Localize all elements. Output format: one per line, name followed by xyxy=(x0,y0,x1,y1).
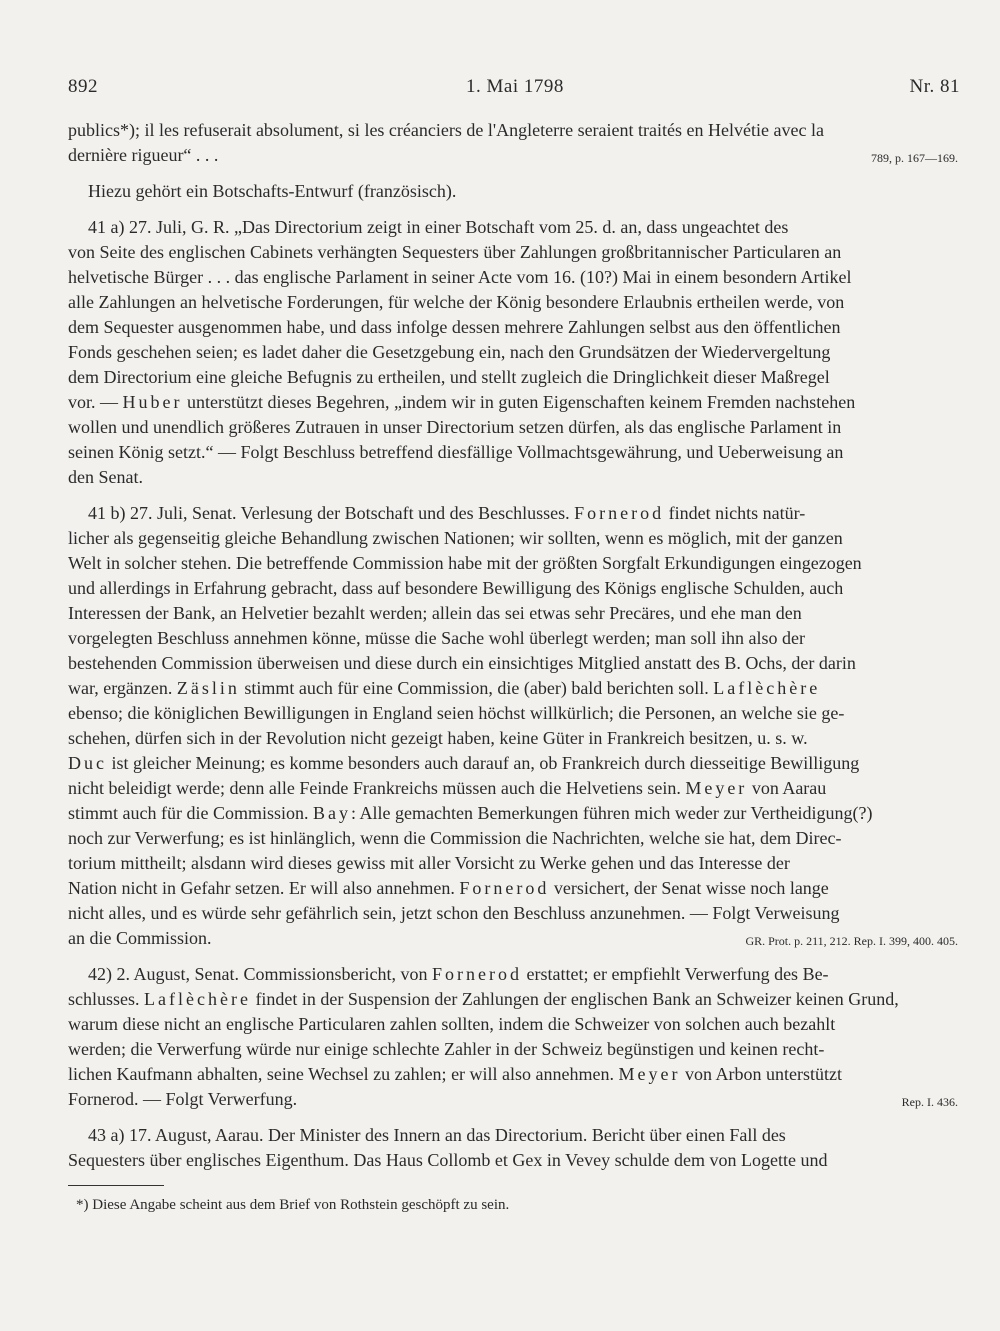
speaker-name: Laflèchère xyxy=(713,678,821,698)
source-reference: Rep. I. 436. xyxy=(901,1095,958,1109)
speaker-name: Zäslin xyxy=(176,678,240,698)
line-text: versichert, der Senat wisse noch lange xyxy=(549,878,829,898)
text-line xyxy=(68,987,958,1012)
line-text: findet nichts natür- xyxy=(664,503,806,523)
text-line: Fonds geschehen seien; es ladet daher die Gesetzgebung ein, nach den Grundsätzen der Wiedervergeltung xyxy=(68,342,831,362)
page-header xyxy=(68,76,960,106)
text-line xyxy=(68,501,958,526)
line-text: : Alle gemachten Bemerkungen führen mich weder zur Vertheidigung(?) xyxy=(351,803,873,823)
line-text: stimmt auch für eine Commission, die (aber) bald berichten soll. xyxy=(239,678,714,698)
text-line: warum diese nicht an englische Particularen zahlen sollten, indem die Schweizer von solchen auch bezahlt xyxy=(68,1014,836,1034)
text-line: Hiezu gehört ein Botschafts-Entwurf (französisch). xyxy=(88,181,457,201)
footnote: *) Diese Angabe scheint aus dem Brief von Rothstein geschöpft zu sein. xyxy=(76,1197,510,1213)
text-line xyxy=(68,1087,958,1112)
line-text: war, ergänzen. xyxy=(68,678,177,698)
paragraph-41b xyxy=(68,501,958,951)
text-line: 41 a) 27. Juli, G. R. „Das Directorium zeigt in einer Botschaft vom 25. d. an, dass ungeachtet des xyxy=(88,217,789,237)
line-text: vor. — xyxy=(68,392,123,412)
speaker-name: Fornerod xyxy=(459,878,550,898)
text-line: publics*); il les refuserait absolument, si les créanciers de l'Angleterre seraient traités en Helvétie avec la xyxy=(68,120,824,140)
text-line xyxy=(68,1062,958,1087)
line-text: lichen Kaufmann abhalten, seine Wechsel zu zahlen; er will also annehmen. xyxy=(68,1064,619,1084)
paragraph-continuation xyxy=(68,118,958,168)
page-body xyxy=(68,118,958,1216)
speaker-name: Huber xyxy=(122,392,183,412)
line-text: von Aarau xyxy=(747,778,827,798)
text-line xyxy=(68,926,958,951)
text-line: helvetische Bürger . . . das englische Parlament in seiner Acte vom 16. (10?) Mai in einem besondern Artikel xyxy=(68,267,852,287)
page-date: 1. Mai 1798 xyxy=(466,76,564,97)
text-line: torium mittheilt; alsdann wird dieses gewiss mit aller Vorsicht zu Werke gehen und das Interesse der xyxy=(68,853,790,873)
text-line: nicht alles, und es würde sehr gefährlich sein, jetzt schon den Beschluss anzunehmen. — Folgt Verweisung xyxy=(68,903,840,923)
text-line: dem Directorium eine gleiche Befugnis zu ertheilen, und stellt zugleich die Dringlichkeit dieser Maßregel xyxy=(68,367,830,387)
line-text: nicht beleidigt werde; denn alle Feinde Frankreichs müssen auch die Helvetiens sein. xyxy=(68,778,686,798)
text-line xyxy=(68,876,958,901)
line-text: Fornerod. — Folgt Verwerfung. xyxy=(68,1089,298,1109)
line-text: dernière rigueur“ . . . xyxy=(68,145,219,165)
line-text: ist gleicher Meinung; es komme besonders auch darauf an, ob Frankreich durch diesseitige Bewilligung xyxy=(107,753,860,773)
text-line: Sequesters über englisches Eigenthum. Das Haus Collomb et Gex in Vevey schulde dem von Logette und xyxy=(68,1150,828,1170)
text-line: seinen König setzt.“ — Folgt Beschluss betreffend diesfällige Vollmachtsgewährung, und Ueberweisung an xyxy=(68,442,844,462)
text-line: Interessen der Bank, an Helvetier bezahlt werden; allein das sei etwas sehr Precäres, und ehe man den xyxy=(68,603,802,623)
text-line xyxy=(68,390,958,415)
text-line: dem Sequester ausgenommen habe, und dass infolge dessen mehrere Zahlungen selbst aus den öffentlichen xyxy=(68,317,841,337)
line-text: erstattet; er empfiehlt Verwerfung des Be- xyxy=(522,964,829,984)
line-text: 42) 2. August, Senat. Commissionsbericht, von xyxy=(88,964,432,984)
text-line: den Senat. xyxy=(68,467,143,487)
speaker-name: Fornerod xyxy=(574,503,665,523)
text-line: 43 a) 17. August, Aarau. Der Minister des Innern an das Directorium. Bericht über einen Fall des xyxy=(88,1125,786,1145)
line-text: 41 b) 27. Juli, Senat. Verlesung der Botschaft und des Beschlusses. xyxy=(88,503,575,523)
text-line: noch zur Verwerfung; es ist hinlänglich, wenn die Commission die Nachrichten, welche sie hat, dem Direc- xyxy=(68,828,842,848)
paragraph-note xyxy=(68,179,958,204)
paragraph-43a xyxy=(68,1123,958,1173)
text-line: und allerdings in Erfahrung gebracht, dass auf besondere Bewilligung des Königs englische Schulden, auch xyxy=(68,578,844,598)
line-text: findet in der Suspension der Zahlungen der englischen Bank an Schweizer keinen Grund, xyxy=(250,989,899,1009)
line-text: Nation nicht in Gefahr setzen. Er will also annehmen. xyxy=(68,878,460,898)
line-text: schlusses. xyxy=(68,989,144,1009)
page-number: 892 xyxy=(68,76,98,97)
text-line: alle Zahlungen an helvetische Forderungen, für welche der König besondere Erlaubnis ertheilen werde, von xyxy=(68,292,845,312)
text-line: ebenso; die königlichen Bewilligungen in England seien höchst willkürlich; die Personen, an welche sie ge- xyxy=(68,703,845,723)
paragraph-42 xyxy=(68,962,958,1112)
text-line xyxy=(68,143,958,168)
speaker-name: Bay xyxy=(313,803,351,823)
text-line: bestehenden Commission überweisen und diese durch ein einsichtiges Mitglied anstatt des B. Ochs, der darin xyxy=(68,653,856,673)
text-line: von Seite des englischen Cabinets verhängten Sequesters über Zahlungen großbritannischer Particularen an xyxy=(68,242,842,262)
text-line: werden; die Verwerfung würde nur einige schlechte Zahler in der Schweiz begünstigen und keinen recht- xyxy=(68,1039,825,1059)
line-text: an die Commission. xyxy=(68,928,212,948)
text-line xyxy=(68,776,958,801)
text-line: licher als gegenseitig gleiche Behandlung zwischen Nationen; wir sollten, wenn es möglich, mit der ganzen xyxy=(68,528,843,548)
paragraph-41a xyxy=(68,215,958,490)
text-line: vorgelegten Beschluss annehmen könne, müsse die Sache wohl überlegt werden; man soll ihn also der xyxy=(68,628,805,648)
line-text: stimmt auch für die Commission. xyxy=(68,803,313,823)
text-line xyxy=(68,751,958,776)
source-reference: 789, p. 167—169. xyxy=(871,151,958,165)
speaker-name: Meyer xyxy=(685,778,748,798)
footnote-rule xyxy=(68,1185,164,1186)
speaker-name: Laflèchère xyxy=(144,989,251,1009)
text-line xyxy=(68,801,958,826)
speaker-name: Duc xyxy=(68,753,107,773)
text-line: wollen und unendlich größeres Zutrauen in unser Directorium setzen dürfen, als das englische Parlament in xyxy=(68,417,842,437)
text-line: Welt in solcher stehen. Die betreffende Commission habe mit der größten Sorgfalt Erkundigungen eingezogen xyxy=(68,553,862,573)
source-reference: GR. Prot. p. 211, 212. Rep. I. 399, 400. 405. xyxy=(745,934,958,948)
text-line: schehen, dürfen sich in der Revolution nicht gezeigt haben, keine Güter in Frankreich besitzen, u. s. w. xyxy=(68,728,808,748)
line-text: von Arbon unterstützt xyxy=(680,1064,842,1084)
text-line xyxy=(68,962,958,987)
speaker-name: Meyer xyxy=(618,1064,681,1084)
line-text: unterstützt dieses Begehren, „indem wir in guten Eigenschaften keinem Fremden nachstehen xyxy=(182,392,856,412)
text-line xyxy=(68,676,958,701)
speaker-name: Fornerod xyxy=(432,964,522,984)
document-number: Nr. 81 xyxy=(909,76,960,97)
